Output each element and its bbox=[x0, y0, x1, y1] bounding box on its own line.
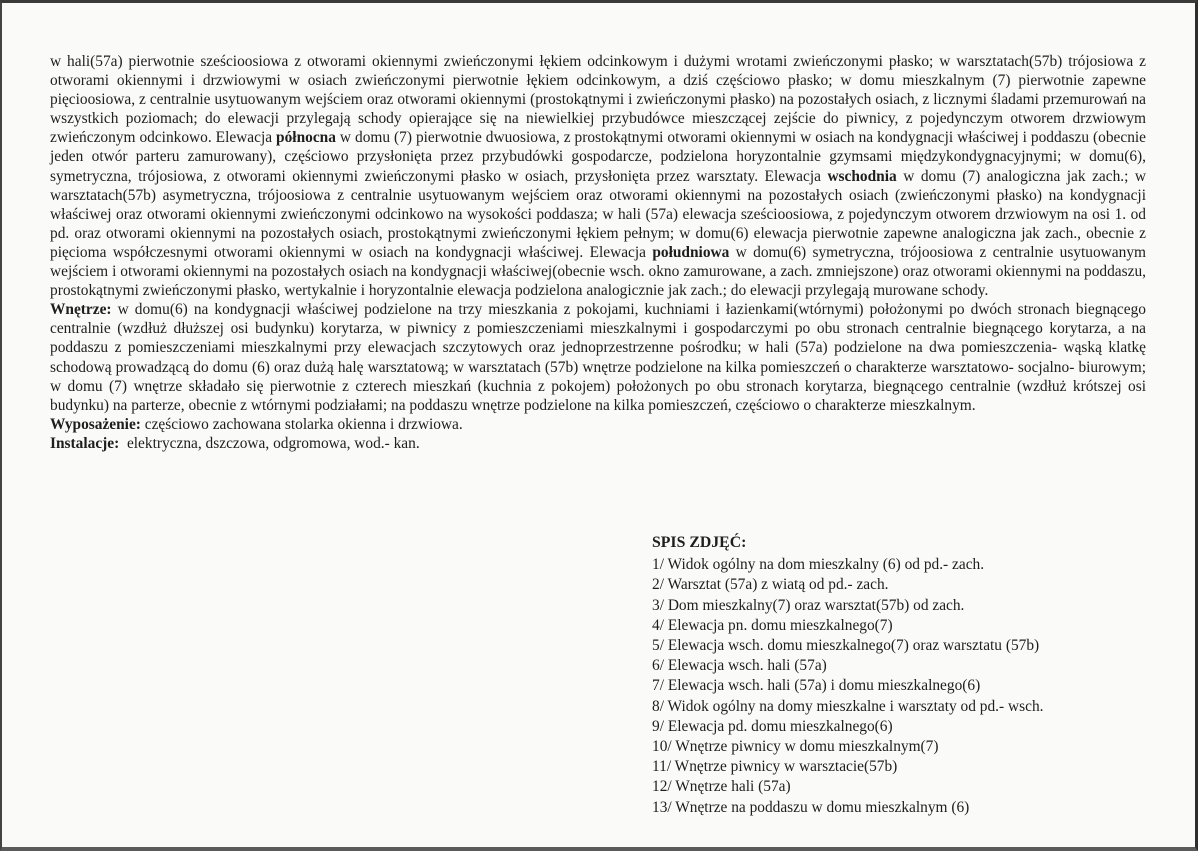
elevations-text-3: w domu (7) analogiczna jak zach.; w warsztatach(57b) asymetryczna, trójoosiowa z centralnie usytuowanym wejściem oraz otworami okiennymi na pozostałych osiach (zwieńczonymi płasko) na kondygnacji właściwej oraz otworami okiennymi zwieńczonymi odcinkowo na wysokości poddasza; w hali (57a) elewacja sześcioosiowa, z pojedynczym otworem drzwiowym na osi 1. od pd. oraz otworami okiennymi na pozostałych osiach, prostokątnymi zwieńczonymi łękiem pełnym; w domu(6) elewacja pierwotnie zapewne analogiczna jak zach., obecnie z pięcioma współczesnymi otworami okiennymi w osiach na kondygnacji właściwej. Elewacja bbox=[50, 167, 1146, 261]
photo-list-item: 12/ Wnętrze hali (57a) bbox=[652, 778, 791, 796]
photo-list-item: 13/ Wnętrze na poddaszu w domu mieszkalnym (6) bbox=[652, 798, 970, 816]
equipment-label: Wyposażenie: bbox=[50, 415, 141, 433]
installations-line bbox=[50, 434, 1146, 453]
photo-list-item: 8/ Widok ogólny na domy mieszkalne i warsztaty od pd.- wsch. bbox=[652, 697, 1044, 715]
elevations-text-4: w domu(6) symetryczna, trójoosiowa z centralnie usytuowanym wejściem i otworami okiennymi na pozostałych osiach na kondygnacji właściwej(obecnie wsch. okno zamurowane, a zach. zmniejszone) oraz otworami okiennymi na poddaszu, prostokątnymi zwieńczonymi płasko, wertykalnie i horyzontalnie elewacja podzielona analogicznie jak zach.; do elewacji przylegają murowane schody. bbox=[50, 243, 1146, 300]
photo-list-item: 3/ Dom mieszkalny(7) oraz warsztat(57b) od zach. bbox=[652, 596, 965, 614]
photo-list-items bbox=[652, 555, 1172, 818]
elevation-north-label: północna bbox=[276, 129, 336, 147]
photo-list-item: 1/ Widok ogólny na dom mieszkalny (6) od pd.- zach. bbox=[652, 556, 985, 574]
elevations-text-2: w domu (7) pierwotnie dwuosiowa, z prostokątnymi otworami okiennymi w osiach na kondygnacji właściwej i poddaszu (obecnie jeden otwór parteru zamurowany), częściowo przysłonięta przez przybudówki gospodarcze, podzielona horyzontalnie gzymsami międzykondygnacyjnymi; w domu(6), symetryczna, trójosiowa, z otworami okiennymi zwieńczonymi płasko w osiach, przysłonięta przez warsztaty. Elewacja bbox=[50, 129, 1146, 185]
photo-list-item: 2/ Warsztat (57a) z wiatą od pd.- zach. bbox=[652, 576, 889, 594]
elevation-east-label: wschodnia bbox=[827, 167, 897, 185]
photo-list-item: 6/ Elewacja wsch. hali (57a) bbox=[652, 657, 827, 675]
equipment-line bbox=[50, 415, 1146, 434]
elevations-text-1: w hali(57a) pierwotnie sześcioosiowa z otworami okiennymi zwieńczonymi łękiem odcinkowym i dużymi wrotami zwieńczonymi płasko; w warsztatach(57b) trójosiowa z otworami okiennymi i drzwiowymi w osiach zwieńczonymi pierwotnie łękiem odcinkowym, a dziś częściowo płasko; w domu mieszkalnym (7) pierwotnie zapewne pięcioosiowa, z centralnie usytuowanym wejściem oraz otworami okiennymi (prostokątnymi i zwieńczonymi płasko) na pozostałych osiach, z licznymi śladami przemurowań na wszystkich poziomach; do elewacji przylegają schody opierające się na niewielkiej przybudówce mieszczącej zejście do piwnicy, z pojedynczym otworem drzwiowym zwieńczonym odcinkowo. Elewacja bbox=[50, 53, 1146, 147]
photo-list-title: SPIS ZDJĘĆ: bbox=[652, 534, 747, 551]
elevation-south-label: południowa bbox=[652, 243, 730, 261]
photo-list bbox=[652, 533, 1172, 818]
interior-paragraph bbox=[50, 300, 1146, 415]
equipment-text: częściowo zachowana stolarka okienna i drzwiowa. bbox=[140, 415, 463, 433]
interior-text: w domu(6) na kondygnacji właściwej podzielone na trzy mieszkania z pokojami, kuchniami i łazienkami(wtórnymi) położonymi po dwóch stronach biegnącego centralnie (wzdłuż dłuższej osi budynku) korytarza, w piwnicy z pomieszczeniami mieszkalnymi i gospodarczymi po obu stronach centralnie biegnącego korytarza, a na poddaszu z pomieszczeniami mieszkalnymi przy elewacjach szczytowych oraz jednoprzestrzenne pośrodku; w hali (57a) podzielone na dwa pomieszczenia- wąską klatkę schodową prowadzącą do domu (6) oraz dużą halę warsztatową; w warsztatach (57b) wnętrze podzielone na kilka pomieszczeń o charakterze warsztatowo- socjalno- biurowym; w domu (7) wnętrze składało się pierwotnie z czterech mieszkań (kuchnia z pokojem) położonych po obu stronach korytarza, biegnącego centralnie (wzdłuż krótszej osi budynku) na parterze, obecnie z wtórnymi podziałami; na poddaszu wnętrze podzielone na kilka pomieszczeń, częściowo o charakterze mieszkalnym. bbox=[50, 301, 1146, 414]
installations-text: elektryczna, dszczowa, odgromowa, wod.- kan. bbox=[119, 434, 420, 452]
photo-list-item: 11/ Wnętrze piwnicy w warsztacie(57b) bbox=[652, 758, 898, 776]
photo-list-item: 7/ Elewacja wsch. hali (57a) i domu mieszkalnego(6) bbox=[652, 677, 981, 695]
photo-list-item: 9/ Elewacja pd. domu mieszkalnego(6) bbox=[652, 717, 893, 735]
document-body bbox=[50, 52, 1146, 453]
elevations-paragraph bbox=[50, 52, 1146, 300]
installations-label: Instalacje: bbox=[50, 434, 120, 452]
photo-list-item: 4/ Elewacja pn. domu mieszkalnego(7) bbox=[652, 616, 893, 634]
photo-list-item: 5/ Elewacja wsch. domu mieszkalnego(7) oraz warsztatu (57b) bbox=[652, 637, 1040, 655]
interior-label: Wnętrze: bbox=[50, 301, 112, 319]
photo-list-item: 10/ Wnętrze piwnicy w domu mieszkalnym(7) bbox=[652, 738, 939, 756]
